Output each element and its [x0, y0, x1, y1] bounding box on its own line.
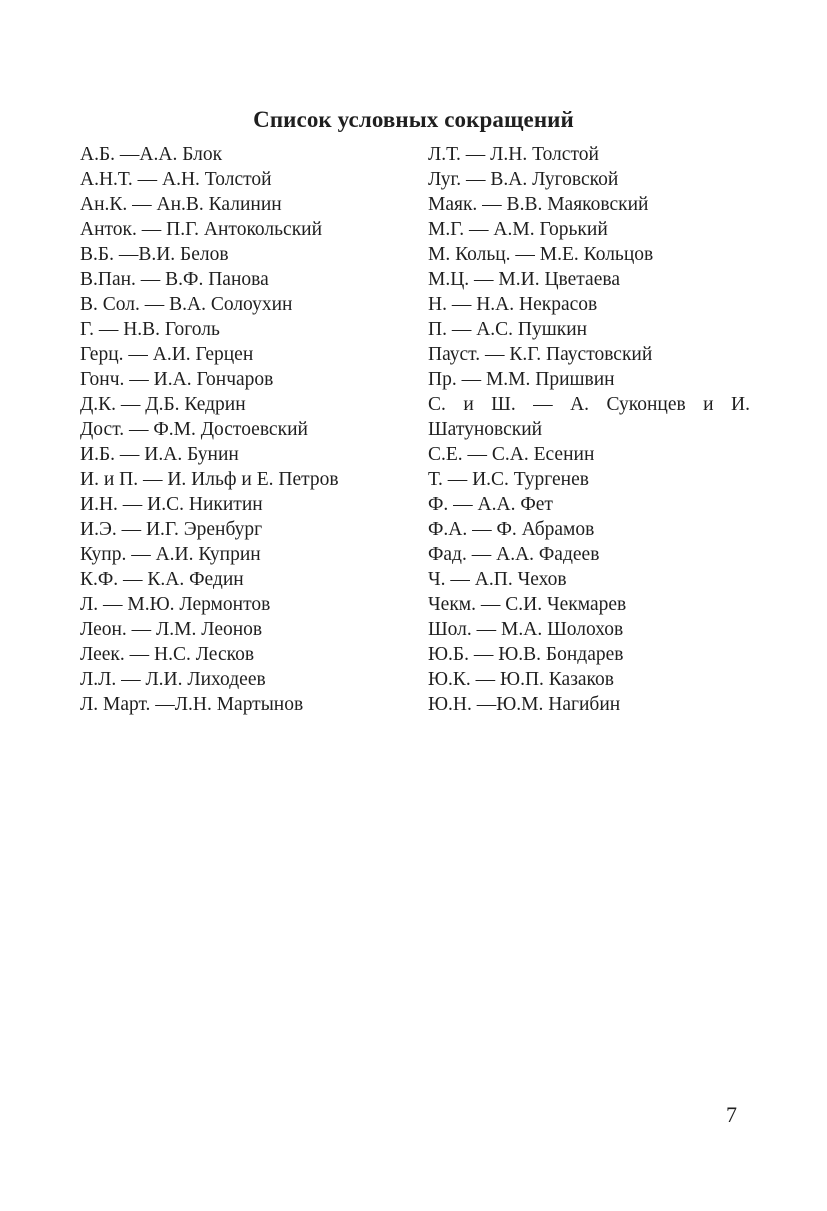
abbreviations-left-column	[80, 142, 400, 717]
abbreviation-entry: Леон. — Л.М. Леонов	[80, 619, 263, 640]
abbreviation-entry: Д.К. — Д.Б. Кедрин	[80, 394, 246, 415]
abbreviation-entry: Л. — М.Ю. Лермонтов	[80, 594, 271, 615]
abbreviation-entry: Купр. — А.И. Куприн	[80, 544, 261, 565]
abbreviation-entry: Н. — Н.А. Некрасов	[428, 294, 598, 315]
abbreviation-entry: Т. — И.С. Тургенев	[428, 469, 589, 490]
abbreviation-entry: Маяк. — В.В. Маяковский	[428, 194, 649, 215]
page-title: Список условных сокращений	[253, 107, 574, 133]
abbreviation-entry: К.Ф. — К.А. Федин	[80, 569, 244, 590]
abbreviation-entry: И.Н. — И.С. Никитин	[80, 494, 263, 515]
abbreviation-entry: М. Кольц. — М.Е. Кольцов	[428, 244, 654, 265]
abbreviation-entry: А.Н.Т. — А.Н. Толстой	[80, 169, 272, 190]
abbreviation-entry: Ю.Н. —Ю.М. Нагибин	[428, 694, 621, 715]
abbreviation-entry: С.Е. — С.А. Есенин	[428, 444, 595, 465]
abbreviation-entry: Л.Т. — Л.Н. Толстой	[428, 144, 599, 165]
abbreviation-entry: Шол. — М.А. Шолохов	[428, 619, 624, 640]
abbreviation-entry: В. Сол. — В.А. Солоухин	[80, 294, 293, 315]
abbreviation-entry: Луг. — В.А. Луговской	[428, 169, 619, 190]
abbreviation-entry: Чекм. — С.И. Чекмарев	[428, 594, 627, 615]
abbreviation-entry: А.Б. —А.А. Блок	[80, 144, 223, 165]
abbreviation-entry: Герц. — А.И. Герцен	[80, 344, 254, 365]
abbreviation-entry: Ю.Б. — Ю.В. Бондарев	[428, 644, 624, 665]
abbreviation-entry: Ф. — А.А. Фет	[428, 494, 553, 515]
page-number: 7	[726, 1102, 737, 1127]
abbreviation-entry: Ан.К. — Ан.В. Калинин	[80, 194, 282, 215]
abbreviation-entry: М.Г. — А.М. Горький	[428, 219, 608, 240]
abbreviation-entry: Пр. — М.М. Пришвин	[428, 369, 615, 390]
abbreviation-entry: В.Б. —В.И. Белов	[80, 244, 229, 265]
abbreviation-entry: С. и Ш. — А. Суконцев и И. Шатуновский	[428, 394, 750, 440]
abbreviation-entry: М.Ц. — М.И. Цветаева	[428, 269, 620, 290]
abbreviation-entry: Анток. — П.Г. Антокольский	[80, 219, 323, 240]
abbreviation-entry: Ф.А. — Ф. Абрамов	[428, 519, 595, 540]
abbreviation-entry: Л. Март. —Л.Н. Мартынов	[80, 694, 304, 715]
abbreviation-entry: Л.Л. — Л.И. Лиходеев	[80, 669, 266, 690]
abbreviation-entry: Ч. — А.П. Чехов	[428, 569, 567, 590]
abbreviation-entry: Пауст. — К.Г. Паустовский	[428, 344, 653, 365]
abbreviations-right-column	[428, 142, 750, 717]
abbreviation-entry: Дост. — Ф.М. Достоевский	[80, 419, 308, 440]
abbreviation-entry: Фад. — А.А. Фадеев	[428, 544, 600, 565]
abbreviation-entry: И.Б. — И.А. Бунин	[80, 444, 239, 465]
abbreviation-entry: Леек. — Н.С. Лесков	[80, 644, 255, 665]
abbreviation-entry: Ю.К. — Ю.П. Казаков	[428, 669, 615, 690]
abbreviation-entry: И. и П. — И. Ильф и Е. Петров	[80, 469, 339, 490]
abbreviation-entry: Гонч. — И.А. Гончаров	[80, 369, 274, 390]
abbreviation-entry: В.Пан. — В.Ф. Панова	[80, 269, 269, 290]
abbreviation-entry: И.Э. — И.Г. Эренбург	[80, 519, 263, 540]
abbreviation-entry: Г. — Н.В. Гоголь	[80, 319, 220, 340]
abbreviation-entry: П. — А.С. Пушкин	[428, 319, 588, 340]
